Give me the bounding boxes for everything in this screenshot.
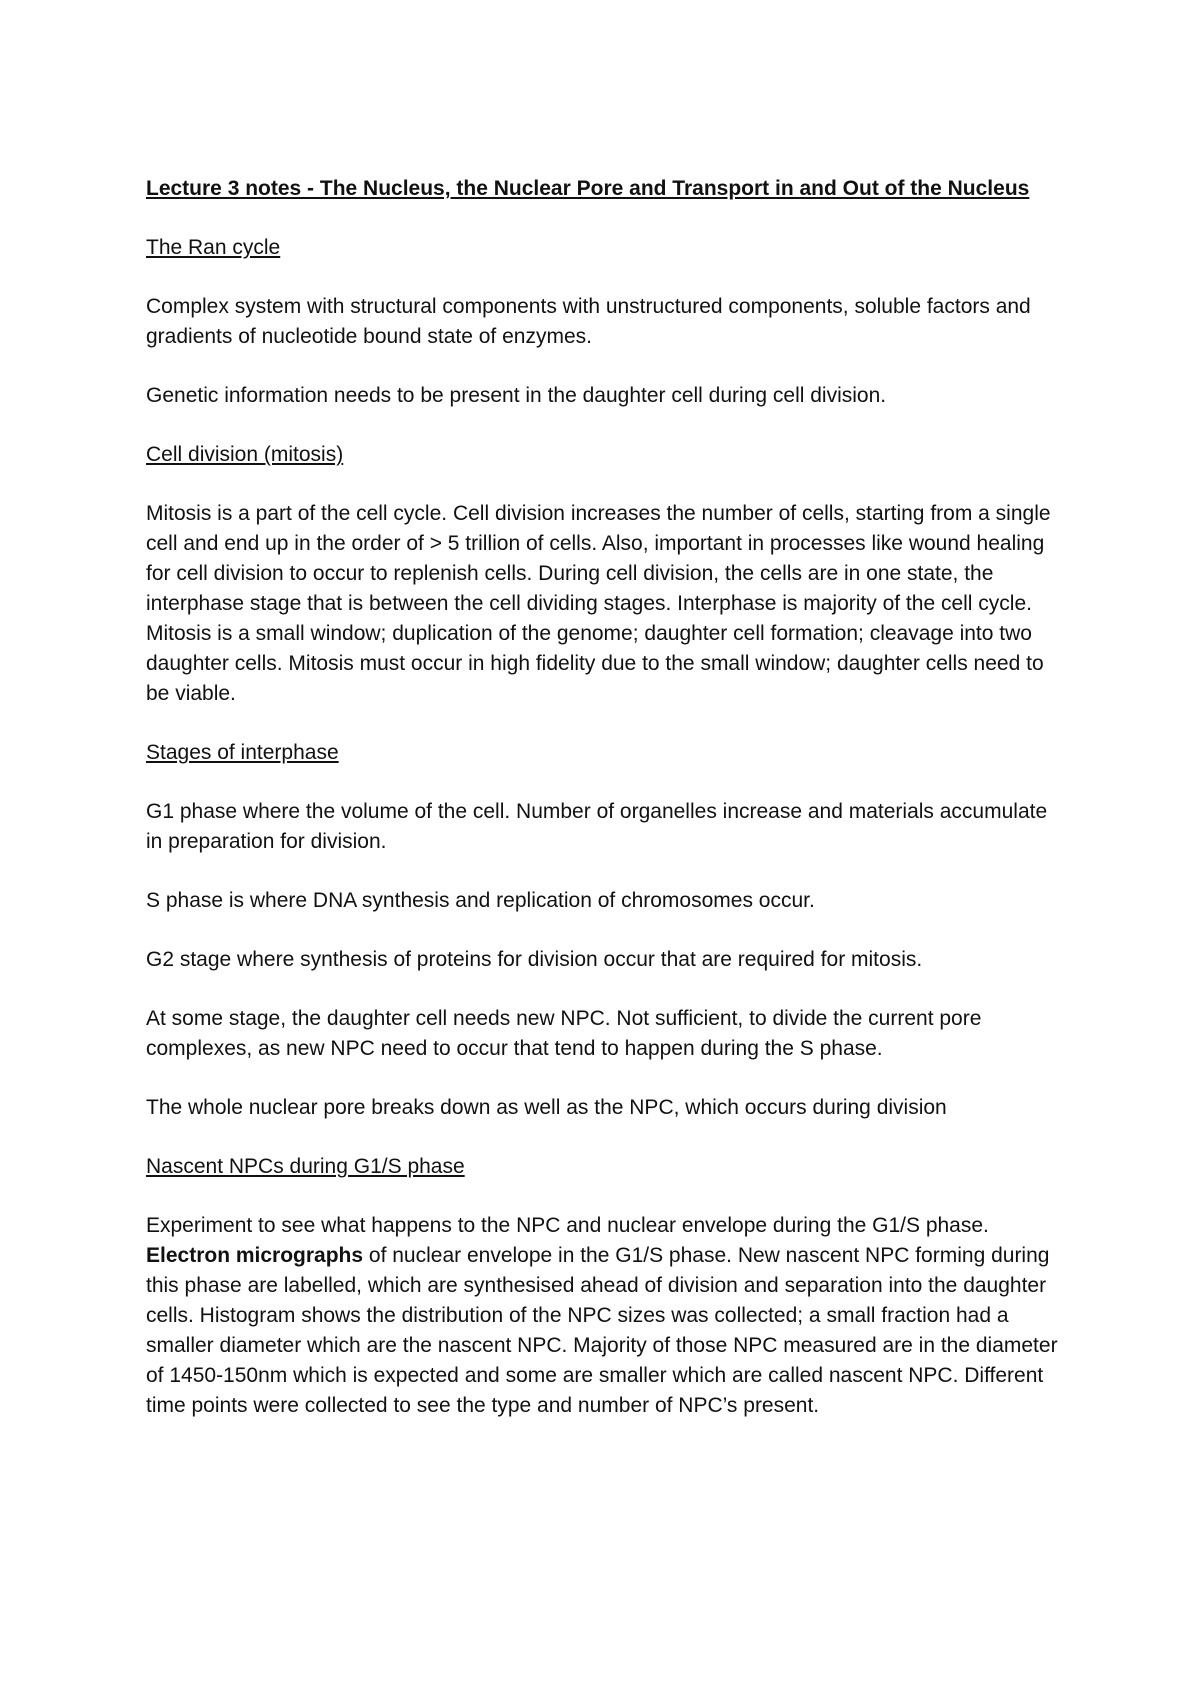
paragraph: S phase is where DNA synthesis and replication of chromosomes occur. [146, 889, 815, 912]
text-run: Experiment to see what happens to the NPC and nuclear envelope during the G1/S phase. [146, 1214, 989, 1237]
heading-nascent-npcs: Nascent NPCs during G1/S phase [146, 1155, 465, 1178]
paragraph-nascent [146, 1211, 1066, 1421]
bold-term: Electron micrographs [146, 1244, 364, 1267]
paragraph: G1 phase where the volume of the cell. Number of organelles increase and materials accumulate in preparation for division. [146, 800, 1048, 853]
paragraph: Mitosis is a part of the cell cycle. Cell division increases the number of cells, starting from a single cell and end up in the order of > 5 trillion of cells. Also, important in processes like wound healing for cell division to occur to replenish cells. During cell division, the cells are in one state, the interphase stage that is between the cell dividing stages. Interphase is majority of the cell cycle. Mitosis is a small window; duplication of the genome; daughter cell formation; cleavage into two daughter cells. Mitosis must occur in high fidelity due to the small window; daughter cells need to be viable. [146, 502, 1051, 705]
document-page [146, 174, 1066, 1450]
heading-stages-of-interphase: Stages of interphase [146, 741, 339, 764]
heading-ran-cycle: The Ran cycle [146, 236, 281, 259]
paragraph: Genetic information needs to be present in the daughter cell during cell division. [146, 384, 887, 407]
paragraph: G2 stage where synthesis of proteins for division occur that are required for mitosis. [146, 948, 923, 971]
text-run: of nuclear envelope in the G1/S phase. New nascent NPC forming during this phase are labelled, which are synthesised ahead of division and separation into the daughter cells. Histogram shows the distribution of the NPC sizes was collected; a small fraction had a smaller diameter which are the nascent NPC. Majority of those NPC measured are in the diameter of 1450-150nm which is expected and some are smaller which are called nascent NPC. Different time points were collected to see the type and number of NPC’s present. [146, 1244, 1058, 1417]
paragraph: The whole nuclear pore breaks down as well as the NPC, which occurs during division [146, 1096, 947, 1119]
paragraph: Complex system with structural components with unstructured components, soluble factors and gradients of nucleotide bound state of enzymes. [146, 295, 1031, 348]
document-title: Lecture 3 notes - The Nucleus, the Nuclear Pore and Transport in and Out of the Nucleus [146, 177, 1030, 200]
paragraph: At some stage, the daughter cell needs new NPC. Not sufficient, to divide the current pore complexes, as new NPC need to occur that tend to happen during the S phase. [146, 1007, 982, 1060]
heading-cell-division: Cell division (mitosis) [146, 443, 344, 466]
